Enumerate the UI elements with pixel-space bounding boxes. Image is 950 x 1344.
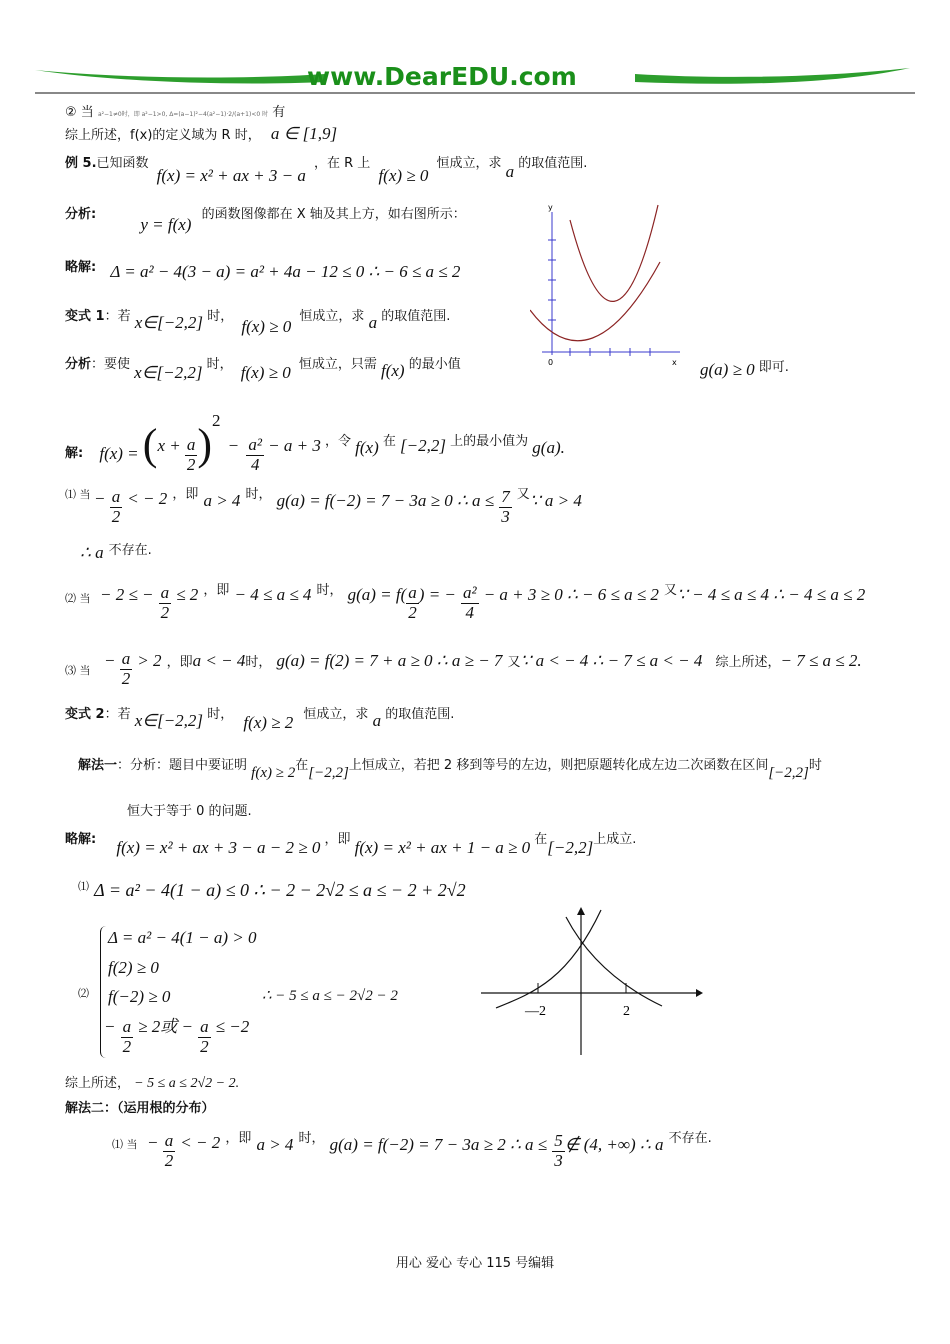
math-g: g(a) ≥ 0: [700, 360, 755, 379]
text: 的函数图像都在 X 轴及其上方，如右图所示：: [201, 207, 466, 222]
math-var: a: [505, 162, 515, 181]
subcase-2-label: ⑵: [78, 987, 89, 1000]
origin-label: 0: [548, 358, 554, 367]
math-function: f(x) = x² + ax + 3 − a: [156, 166, 306, 185]
case-1: [65, 486, 91, 502]
frac: $\frac{a}{2}$: [164, 1131, 174, 1170]
system-row-3: f(−2) ≥ 0: [108, 987, 171, 1006]
case-2-label: ⑵ 当: [65, 592, 91, 605]
math: g(a) = f(: [347, 584, 407, 604]
system-row-1: Δ = a² − 4(1 − a) > 0: [108, 928, 257, 947]
text: 不存在.: [668, 1130, 712, 1146]
math: ∉ (4, +∞) ∴ a: [564, 1134, 664, 1154]
exponent: 2: [212, 410, 221, 430]
solution: 解: f(x) = (x + $\frac{a}{2}$ )$^2$ − $\frac{\text{a²}}{4}$ − a + 3 ，令 f(x) 在 [−2,2] 上的最小值为 g(a).: [65, 410, 565, 474]
method-2-case-1-math: − $\frac{a}{2}$ < − 2 $^{,即}$ a > 4 $^{时,}$ g(a) = f(−2) = 7 − 3a ≥ 2 ∴ a ≤ $\frac{5}{3}$ ∉ (4, +∞) ∴ a $^{不存在.}$: [148, 1130, 712, 1170]
label: ⑴ 当: [65, 488, 91, 501]
math: − 5 ≤ a ≤ 2√2 − 2.: [134, 1076, 240, 1091]
parabola-graph: [530, 200, 690, 370]
math: − a + 3 ≥ 0 ∴ − 6 ≤ a ≤ 2: [483, 584, 659, 604]
frac: $\frac{a}{2}$: [408, 583, 417, 622]
header-banner: [35, 60, 915, 100]
math: g(a) = f(−2) = 7 − 3a ≥ 0 ∴ a ≤: [276, 490, 495, 510]
text: 综上所述，: [715, 654, 781, 670]
math-condition: f(x) ≥ 0: [241, 317, 292, 336]
math-interval: x∈[−2,2]: [134, 313, 204, 332]
text: 时，: [245, 654, 272, 670]
text: 时，: [245, 486, 272, 502]
math: x +: [157, 436, 181, 455]
label: 分析: [65, 357, 92, 372]
text: ，即: [203, 582, 230, 598]
frac: $\frac{a}{2}$: [200, 1017, 209, 1056]
text: ：要使: [91, 357, 131, 372]
tiny-condition: a²−1≠0时，即 a²−1>0, Δ=(a−1)²−4(a²−1)·2/(a+1)<0 时: [97, 111, 269, 118]
system-result: ∴ − 5 ≤ a ≤ − 2√2 − 2: [262, 988, 398, 1004]
text: ：分析：题目中要证明: [117, 758, 248, 773]
text: 已知函数: [96, 156, 149, 171]
analysis-1: [65, 203, 466, 234]
label: 分析:: [65, 207, 97, 222]
label: 解:: [65, 446, 84, 461]
math-var: a: [372, 711, 382, 730]
text: 时，: [298, 1130, 325, 1146]
math: f(x) ≥ 2: [251, 765, 296, 781]
math-a-range: a ∈ [1,9]: [270, 124, 338, 143]
math-f: f(x): [381, 361, 405, 380]
tick-pos-2: 2: [623, 1004, 630, 1019]
math: − 2 ≤ −: [100, 584, 154, 604]
math: f(x) =: [99, 444, 139, 463]
math-var: a: [368, 313, 378, 332]
method-1: [78, 754, 822, 781]
subcase-1: [78, 880, 466, 901]
frac: $\frac{a}{2}$: [122, 1017, 132, 1056]
math: ∵ − 4 ≤ a ≤ 4 ∴ − 4 ≤ a ≤ 2: [677, 584, 866, 604]
example-5: [65, 152, 588, 185]
math-condition: f(x) ≥ 0: [240, 363, 291, 382]
math-condition: f(x) ≥ 0: [378, 166, 429, 185]
line-conclusion-domain: [65, 124, 337, 144]
case-1-math: − $\frac{a}{2}$ < − 2 $^{,即}$ a > 4 $^{时,}$ g(a) = f(−2) = 7 − 3a ≥ 0 ∴ a ≤ $\frac{7}{3}$ $^又$∵ a > 4: [95, 486, 582, 526]
text: 时，: [207, 309, 234, 324]
method-2-case-1-label: ⑴ 当: [112, 1138, 138, 1151]
text: 的取值范围.: [385, 707, 455, 722]
case-2-math: [100, 584, 865, 622]
math: y = f(x): [140, 215, 192, 234]
text: 上恒成立，若把 2 移到等号的左边，则把原题转化成左边二次函数在区间: [348, 758, 769, 773]
text: ，即: [225, 1130, 252, 1146]
frac-a2-over-4: $\frac{\text{a²}}{4}$: [248, 435, 263, 474]
math: ∴ a: [80, 543, 104, 562]
system-row-2: f(2) ≥ 0: [108, 958, 159, 977]
analysis-2-tail: [700, 356, 789, 379]
frac: $\frac{a}{2}$: [121, 649, 131, 688]
math: −: [104, 1016, 116, 1036]
math: g(a) = f(2) = 7 + a ≥ 0 ∴ a ≥ − 7: [276, 650, 503, 670]
text: 又: [516, 486, 530, 502]
text: 上成立.: [593, 832, 637, 847]
text: 时，: [207, 707, 234, 722]
case-3-math: − $\frac{a}{2}$ > 2 $^{,即}$a < − $4^{时,}$ g(a) = f(2) = 7 + a ≥ 0 ∴ a ≥ − 7 $^又$∵ a < − 4 ∴ − 7 ≤ a < − 4 $^{综上所述,}$− 7 ≤ a ≤ 2.: [105, 649, 862, 688]
x-axis-label: x: [672, 358, 677, 367]
label: 略解: [65, 832, 92, 847]
text: ：若: [104, 309, 131, 324]
text: 的取值范围.: [381, 309, 451, 324]
text: 综上所述，f(x)的定义域为 R 时，: [65, 128, 261, 143]
frac: $\frac{a}{2}$: [160, 583, 170, 622]
root-distribution-graph: [478, 905, 703, 1060]
variant-2: [65, 703, 455, 732]
system-row-4: [104, 1018, 249, 1056]
case-3-label: ⑶ 当: [65, 664, 91, 677]
text: 的最小值: [408, 357, 461, 372]
math-interval: [−2,2]: [547, 838, 594, 857]
method-1-line-2: 恒大于等于 0 的问题.: [127, 804, 252, 819]
text: 不存在.: [108, 543, 152, 558]
math: ∵ a < − 4 ∴ − 7 ≤ a < − 4: [520, 650, 703, 670]
frac: $\frac{\text{a²}}{4}$: [463, 583, 477, 622]
math: a > 4: [203, 490, 241, 510]
math: − a + 3: [268, 436, 321, 455]
site-name: www.DearEDU.com: [307, 62, 577, 91]
text: 在: [534, 832, 548, 847]
math: ≤ 2: [176, 584, 199, 604]
math: > 2: [137, 650, 162, 670]
label: 略解:: [65, 260, 97, 275]
brief-solution-2: [65, 828, 637, 857]
page-footer: 用心 爱心 专心 115 号编辑: [395, 1256, 555, 1271]
math: f(x) = x² + ax + 3 − a − 2 ≥ 0: [116, 838, 321, 857]
label: ⑴: [78, 880, 89, 893]
y-axis-label: y: [548, 203, 553, 212]
math: f(x) = x² + ax + 1 − a ≥ 0: [354, 838, 531, 857]
text: ：若: [104, 707, 131, 722]
variant-1: [65, 305, 451, 336]
text: 在: [382, 434, 396, 449]
tick-neg-2: —2: [525, 1004, 546, 1019]
math-interval: x∈[−2,2]: [134, 363, 203, 382]
case-1-line-2: [80, 543, 152, 563]
math: ≤ −2: [215, 1016, 250, 1036]
brief-solution-1: [65, 256, 461, 281]
text: 又: [507, 654, 521, 670]
math: f(x): [355, 438, 379, 457]
text: ，在 R 上: [313, 156, 371, 171]
math-interval: x∈[−2,2]: [134, 711, 204, 730]
text: ，即: [166, 654, 193, 670]
frac: $\frac{7}{3}$: [501, 487, 510, 526]
math: Δ = a² − 4(1 − a) ≤ 0 ∴ − 2 − 2√2 ≤ a ≤ − 2 + 2√2: [94, 880, 466, 900]
math: a > 4: [256, 1134, 294, 1154]
math-interval: [−2,2]: [308, 765, 349, 781]
label: 变式 2: [65, 707, 105, 722]
frac: $\frac{5}{3}$: [554, 1131, 563, 1170]
math-interval: [−2,2]: [768, 765, 809, 781]
label: 变式 1: [65, 309, 105, 324]
text: 恒成立，只需: [298, 357, 377, 372]
text: 上的最小值为: [450, 434, 529, 449]
label: :: [91, 832, 97, 847]
frac-a-over-2: $\frac{a}{2}$: [186, 435, 196, 474]
math-interval: [−2,2]: [400, 436, 446, 455]
text: 有: [272, 105, 286, 120]
frac: $\frac{a}{2}$: [111, 487, 121, 526]
conclusion-2: [65, 1072, 239, 1092]
text: 时，: [206, 357, 233, 372]
text: 的取值范围.: [518, 156, 588, 171]
math: g(a) = f(−2) = 7 − 3a ≥ 2 ∴ a ≤: [329, 1134, 548, 1154]
text: ，即: [172, 486, 199, 502]
method-2-title: 解法二：（运用根的分布）: [65, 1101, 215, 1116]
analysis-2: [65, 353, 461, 382]
text: 即可.: [758, 360, 789, 375]
text: 综上所述，: [65, 1076, 131, 1091]
math: − 4 ≤ a ≤ 4: [234, 584, 312, 604]
text: 恒成立，求: [303, 707, 369, 722]
math: a < − 4: [192, 650, 246, 670]
math-discriminant: Δ = a² − 4(3 − a) = a² + 4a − 12 ≤ 0 ∴ − 6 ≤ a ≤ 2: [110, 262, 461, 281]
text: 恒成立，求: [299, 309, 365, 324]
text: ② 当: [65, 105, 94, 120]
math: ≥ 2或 −: [138, 1016, 193, 1036]
line-case-2: [65, 101, 285, 120]
math: ) = −: [418, 584, 456, 604]
math: g(a).: [532, 438, 565, 457]
math: < − 2: [127, 488, 168, 508]
text: ，令: [325, 434, 352, 449]
label: 例 5.: [65, 156, 97, 171]
math-condition: f(x) ≥ 2: [243, 713, 294, 732]
text: 又: [664, 582, 678, 598]
math: < − 2: [180, 1132, 221, 1152]
text: 时: [808, 758, 822, 773]
text: 恒成立，求: [436, 156, 502, 171]
text: ，即: [324, 832, 351, 847]
text: 时，: [316, 582, 343, 598]
label: 解法一: [78, 758, 118, 773]
text: 在: [295, 758, 309, 773]
math: − 7 ≤ a ≤ 2.: [780, 650, 862, 670]
math: ∵ a > 4: [529, 490, 582, 510]
